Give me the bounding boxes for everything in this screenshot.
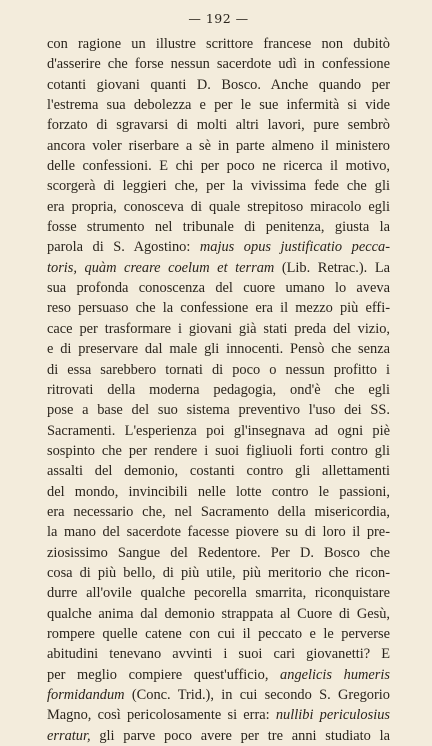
text-line: [47, 380, 390, 400]
text-line: [47, 75, 390, 95]
text-line: [47, 95, 390, 115]
text-line: [47, 441, 390, 461]
text-line: [47, 461, 390, 481]
text-run: sua profonda conoscenza del cuore umano lo aveva: [47, 280, 390, 297]
text-line: [47, 502, 390, 522]
text-run: era necessario che, nel Sacramento della misericordia,: [47, 503, 390, 520]
text-line: [47, 298, 390, 318]
text-line: [47, 237, 390, 257]
italic-text: nullibi periculosius: [275, 707, 390, 724]
text-run: cotanti giovani quanti D. Bosco. Anche quando per: [47, 76, 390, 93]
text-line: [47, 278, 390, 298]
text-run: parola di S. Agostino:: [47, 239, 200, 256]
text-run: d'asserire che forse nessun sacerdote udì in confessione: [47, 56, 390, 73]
text-line: [47, 421, 390, 441]
text-line: [47, 726, 390, 746]
text-line: [47, 258, 390, 278]
text-line: [47, 624, 390, 644]
text-line: [47, 217, 390, 237]
text-run: di essa sarebbero tornati di poco o nessun profitto i: [47, 361, 390, 378]
text-run: la mano del sacerdote facesse piovere su di loro il pre-: [47, 524, 390, 541]
text-line: [47, 319, 390, 339]
text-run: gli parve poco avere per tre anni studiato la: [90, 727, 390, 744]
text-run: reso persuaso che la confessione era il mezzo più effi-: [47, 300, 390, 317]
text-run: (Conc. Trid.), in cui secondo S. Gregorio: [124, 687, 390, 703]
text-line: [47, 685, 390, 705]
italic-text: toris, quàm creare coelum et terram: [47, 259, 275, 276]
page-number: — 192 —: [188, 11, 249, 26]
text-run: pose a base del suo sistema preventivo l'uso dei SS.: [47, 402, 390, 419]
text-run: assalti del demonio, costanti contro gli allettamenti: [47, 463, 390, 480]
text-run: delle confessioni. E chi per poco ne ricerca il motivo,: [47, 158, 390, 175]
text-run: e di preservare dal male gli innocenti. Pensò che senza: [47, 341, 390, 358]
text-line: [47, 644, 390, 664]
text-line: [47, 604, 390, 624]
text-line: [47, 197, 390, 217]
italic-text: erratur,: [47, 727, 91, 744]
text-run: Magno, così pericolosamente si erra:: [47, 707, 276, 724]
text-line: [47, 665, 390, 685]
text-run: forzato di sgravarsi di molti altri lavori, pure sembrò: [47, 117, 390, 134]
italic-text: formidandum: [47, 687, 125, 703]
text-line: [47, 34, 390, 54]
text-run: era propria, conosceva di quale strepitoso miracolo egli: [47, 198, 390, 215]
text-run: per meglio compiere quest'ufficio,: [47, 666, 281, 683]
text-run: abitudini tenevano avvinti i suoi cari giovanetti? E: [47, 646, 390, 663]
text-run: ancora voler riserbare a sè in parte almeno il ministero: [47, 137, 390, 154]
text-run: ritrovati della moderna pedagogia, ond'è che egli: [47, 381, 390, 398]
text-run: con ragione un illustre scrittore francese non dubitò: [47, 36, 390, 52]
text-run: sospinto che per rendere i suoi figliuoli forti contro gli: [47, 442, 390, 459]
text-run: scorgerà di leggieri che, per la vivissima fede che gli: [47, 178, 390, 195]
italic-text: majus opus justificatio pecca-: [199, 239, 390, 256]
text-line: [47, 482, 390, 502]
text-line: [47, 705, 390, 725]
text-run: cace per trasformare i giovani già stati preda del vizio,: [47, 320, 390, 337]
text-run: ziosissimo Sangue del Redentore. Per D. Bosco che: [47, 544, 390, 561]
text-line: [47, 543, 390, 563]
text-run: rompere quelle catene con cui il peccato e le perverse: [47, 625, 390, 642]
body-text: [47, 34, 390, 746]
text-run: durre all'ovile qualche pecorella smarrita, riconquistare: [47, 585, 390, 602]
text-run: Sacramenti. L'esperienza poi gl'insegnava ad ogni piè: [47, 422, 390, 439]
text-line: [47, 136, 390, 156]
text-line: [47, 583, 390, 603]
text-line: [47, 563, 390, 583]
text-run: del mondo, invincibili nelle lotte contro le passioni,: [47, 483, 390, 500]
text-line: [47, 400, 390, 420]
text-line: [47, 339, 390, 359]
text-line: [47, 522, 390, 542]
text-run: (Lib. Retrac.). La: [274, 259, 390, 276]
text-line: [47, 115, 390, 135]
text-line: [47, 360, 390, 380]
text-run: cosa di più bello, di più utile, più meritorio che ricon-: [47, 564, 390, 581]
text-line: [47, 54, 390, 74]
text-line: [47, 156, 390, 176]
italic-text: angelicis humeris: [280, 666, 390, 683]
text-run: fosse strumento nel tribunale di penitenza, giusta la: [47, 219, 390, 236]
text-run: l'estrema sua debolezza e per le sue infermità si vide: [47, 97, 390, 114]
text-run: qualche anima dal demonio strappata al Cuore di Gesù,: [47, 605, 390, 622]
text-line: [47, 176, 390, 196]
